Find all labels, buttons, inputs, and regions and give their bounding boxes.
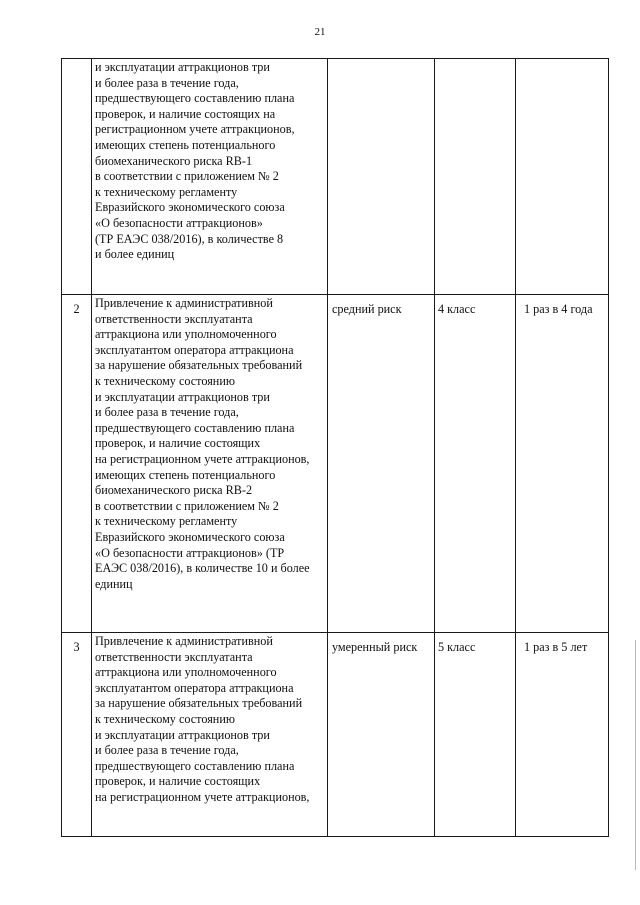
criterion-line: (ТР ЕАЭС 038/2016), в количестве 8 — [95, 231, 284, 246]
criterion-line: и эксплуатации аттракционов три — [95, 60, 270, 74]
risk-category-cell — [328, 59, 435, 295]
criterion-line: Евразийского экономического союза — [95, 200, 285, 215]
criterion-line: за нарушение обязательных требований — [95, 696, 303, 711]
criterion-line: на регистрационном учете аттракционов, — [95, 789, 310, 804]
table-row — [62, 59, 609, 295]
inspection-frequency-cell: 1 раз в 4 года — [516, 295, 609, 633]
criterion-line: биомеханического риска RB-2 — [95, 483, 253, 498]
criterion-line: к техническому регламенту — [95, 514, 238, 529]
criterion-line: в соответствии с приложением № 2 — [95, 498, 279, 513]
criterion-line: предшествующего составлению плана — [95, 91, 295, 106]
criterion-line: ЕАЭС 038/2016), в количестве 10 и более — [95, 561, 310, 576]
page-number: 21 — [314, 26, 326, 38]
inspection-frequency-cell — [516, 59, 609, 295]
criterion-line: к техническому состоянию — [95, 711, 235, 726]
criterion-line: к техническому регламенту — [95, 184, 238, 199]
criterion-line: за нарушение обязательных требований — [95, 358, 303, 373]
criterion-line: Привлечение к административной — [95, 296, 273, 310]
criterion-line: и более раза в течение года, — [95, 75, 239, 90]
criterion-line: предшествующего составлению плана — [95, 420, 295, 435]
scan-edge-mark — [635, 640, 636, 870]
risk-category-cell: умеренный риск — [328, 633, 435, 837]
criterion-line: и более единиц — [95, 247, 175, 262]
hazard-class-cell — [435, 59, 516, 295]
criterion-line: и более раза в течение года, — [95, 405, 239, 420]
criterion-line: ответственности эксплуатанта — [95, 649, 253, 664]
criterion-cell — [92, 295, 328, 633]
row-number-cell: 3 — [62, 633, 92, 837]
criterion-line: аттракциона или уполномоченного — [95, 665, 277, 680]
criterion-line: проверок, и наличие состоящих на — [95, 106, 276, 121]
criterion-line: в соответствии с приложением № 2 — [95, 169, 279, 184]
criterion-line: ответственности эксплуатанта — [95, 311, 253, 326]
table-row — [62, 295, 609, 633]
criterion-line: имеющих степень потенциального — [95, 467, 276, 482]
criterion-line: Евразийского экономического союза — [95, 529, 285, 544]
criterion-line: единиц — [95, 576, 133, 591]
criterion-line: предшествующего составлению плана — [95, 758, 295, 773]
risk-category-cell: средний риск — [328, 295, 435, 633]
criterion-line: и более раза в течение года, — [95, 743, 239, 758]
criterion-cell — [92, 633, 328, 837]
criterion-line: эксплуатантом оператора аттракциона — [95, 342, 294, 357]
row-number-cell — [62, 59, 92, 295]
criterion-line: на регистрационном учете аттракционов, — [95, 451, 310, 466]
criterion-line: «О безопасности аттракционов» (ТР — [95, 545, 285, 560]
risk-classification-table — [61, 58, 609, 837]
criterion-line: аттракциона или уполномоченного — [95, 327, 277, 342]
hazard-class-cell: 4 класс — [435, 295, 516, 633]
criterion-line: к техническому состоянию — [95, 373, 235, 388]
criterion-line: и эксплуатации аттракционов три — [95, 389, 270, 404]
criterion-line: эксплуатантом оператора аттракциона — [95, 680, 294, 695]
criterion-line: Привлечение к административной — [95, 634, 273, 648]
criterion-line: регистрационном учете аттракционов, — [95, 122, 295, 137]
table-row — [62, 633, 609, 837]
criterion-line: проверок, и наличие состоящих — [95, 436, 261, 451]
criterion-cell — [92, 59, 328, 295]
criterion-line: имеющих степень потенциального — [95, 137, 276, 152]
table-body — [62, 59, 609, 837]
hazard-class-cell: 5 класс — [435, 633, 516, 837]
criterion-line: и эксплуатации аттракционов три — [95, 727, 270, 742]
inspection-frequency-cell: 1 раз в 5 лет — [516, 633, 609, 837]
row-number-cell: 2 — [62, 295, 92, 633]
criterion-line: биомеханического риска RB-1 — [95, 153, 253, 168]
criterion-line: «О безопасности аттракционов» — [95, 215, 263, 230]
criterion-line: проверок, и наличие состоящих — [95, 774, 261, 789]
